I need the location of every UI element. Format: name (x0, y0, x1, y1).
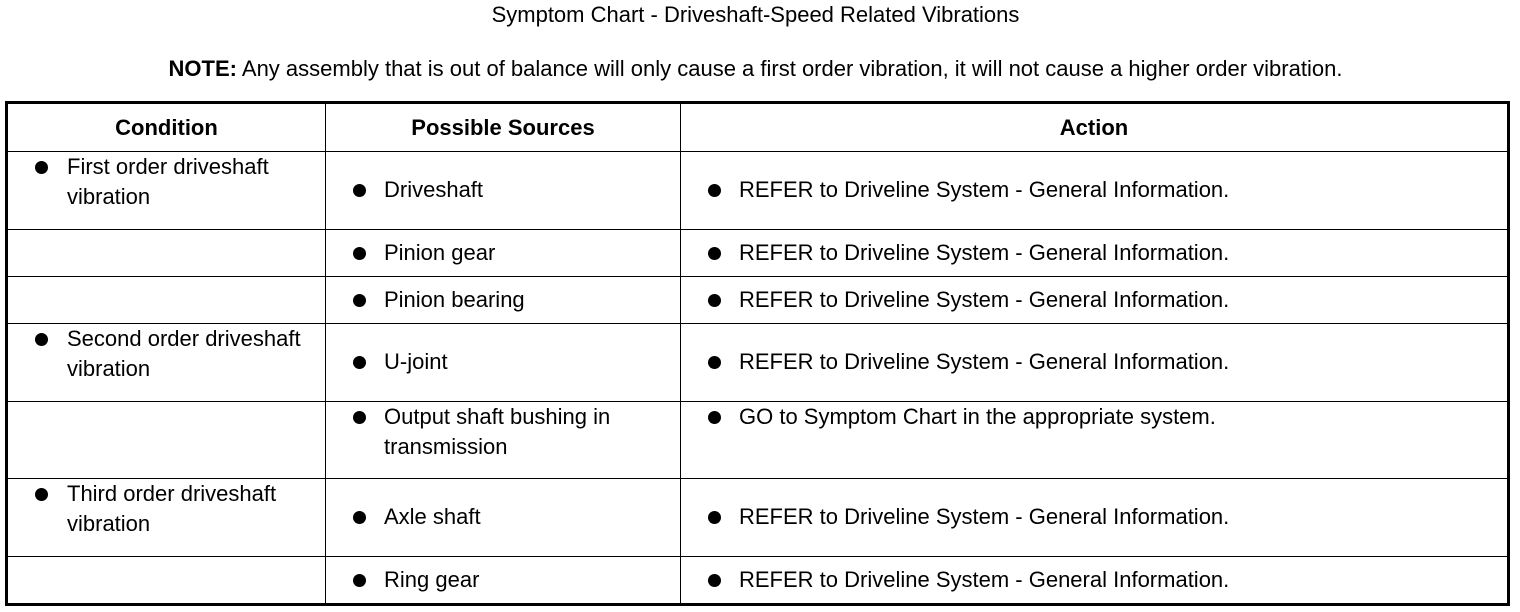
symptom-chart-table (5, 101, 1510, 606)
action-text: REFER to Driveline System - General Information. (681, 565, 1507, 595)
action-cell (681, 276, 1509, 323)
table-row (7, 152, 1509, 230)
action-text: REFER to Driveline System - General Information. (681, 238, 1507, 268)
source-cell (326, 152, 681, 230)
source-text: Output shaft bushing in transmission (326, 402, 680, 462)
header-action: Action (681, 103, 1509, 152)
source-text: Axle shaft (326, 502, 680, 532)
action-cell (681, 479, 1509, 557)
note-label: NOTE: (168, 56, 237, 81)
action-text: REFER to Driveline System - General Information. (681, 502, 1507, 532)
source-text: U-joint (326, 347, 680, 377)
source-text: Driveshaft (326, 175, 680, 205)
action-cell (681, 229, 1509, 276)
condition-cell (7, 401, 326, 479)
condition-text: Third order driveshaft vibration (8, 479, 325, 539)
source-text: Pinion bearing (326, 285, 680, 315)
table-row (7, 401, 1509, 479)
action-text: REFER to Driveline System - General Information. (681, 285, 1507, 315)
note (0, 57, 1511, 81)
action-cell (681, 324, 1509, 402)
action-text: REFER to Driveline System - General Information. (681, 175, 1507, 205)
source-cell (326, 324, 681, 402)
source-cell (326, 401, 681, 479)
condition-text: First order driveshaft vibration (8, 152, 325, 212)
condition-cell (7, 479, 326, 557)
table-row (7, 479, 1509, 557)
page-title: Symptom Chart - Driveshaft-Speed Related Vibrations (491, 2, 1020, 27)
table-header-row (7, 103, 1509, 152)
table-row (7, 324, 1509, 402)
action-cell (681, 556, 1509, 604)
source-text: Pinion gear (326, 238, 680, 268)
condition-text: Second order driveshaft vibration (8, 324, 325, 384)
source-cell (326, 276, 681, 323)
action-text: REFER to Driveline System - General Information. (681, 347, 1507, 377)
note-text: Any assembly that is out of balance will only cause a first order vibration, it will not cause a higher order vibration. (237, 56, 1343, 81)
action-text: GO to Symptom Chart in the appropriate system. (681, 402, 1507, 432)
condition-cell (7, 324, 326, 402)
action-cell (681, 401, 1509, 479)
source-cell (326, 479, 681, 557)
table-row (7, 229, 1509, 276)
condition-cell (7, 556, 326, 604)
header-possible-sources: Possible Sources (326, 103, 681, 152)
source-text: Ring gear (326, 565, 680, 595)
source-cell (326, 229, 681, 276)
condition-cell (7, 229, 326, 276)
action-cell (681, 152, 1509, 230)
header-condition: Condition (7, 103, 326, 152)
condition-cell (7, 276, 326, 323)
source-cell (326, 556, 681, 604)
table-row (7, 556, 1509, 604)
table-row (7, 276, 1509, 323)
condition-cell (7, 152, 326, 230)
